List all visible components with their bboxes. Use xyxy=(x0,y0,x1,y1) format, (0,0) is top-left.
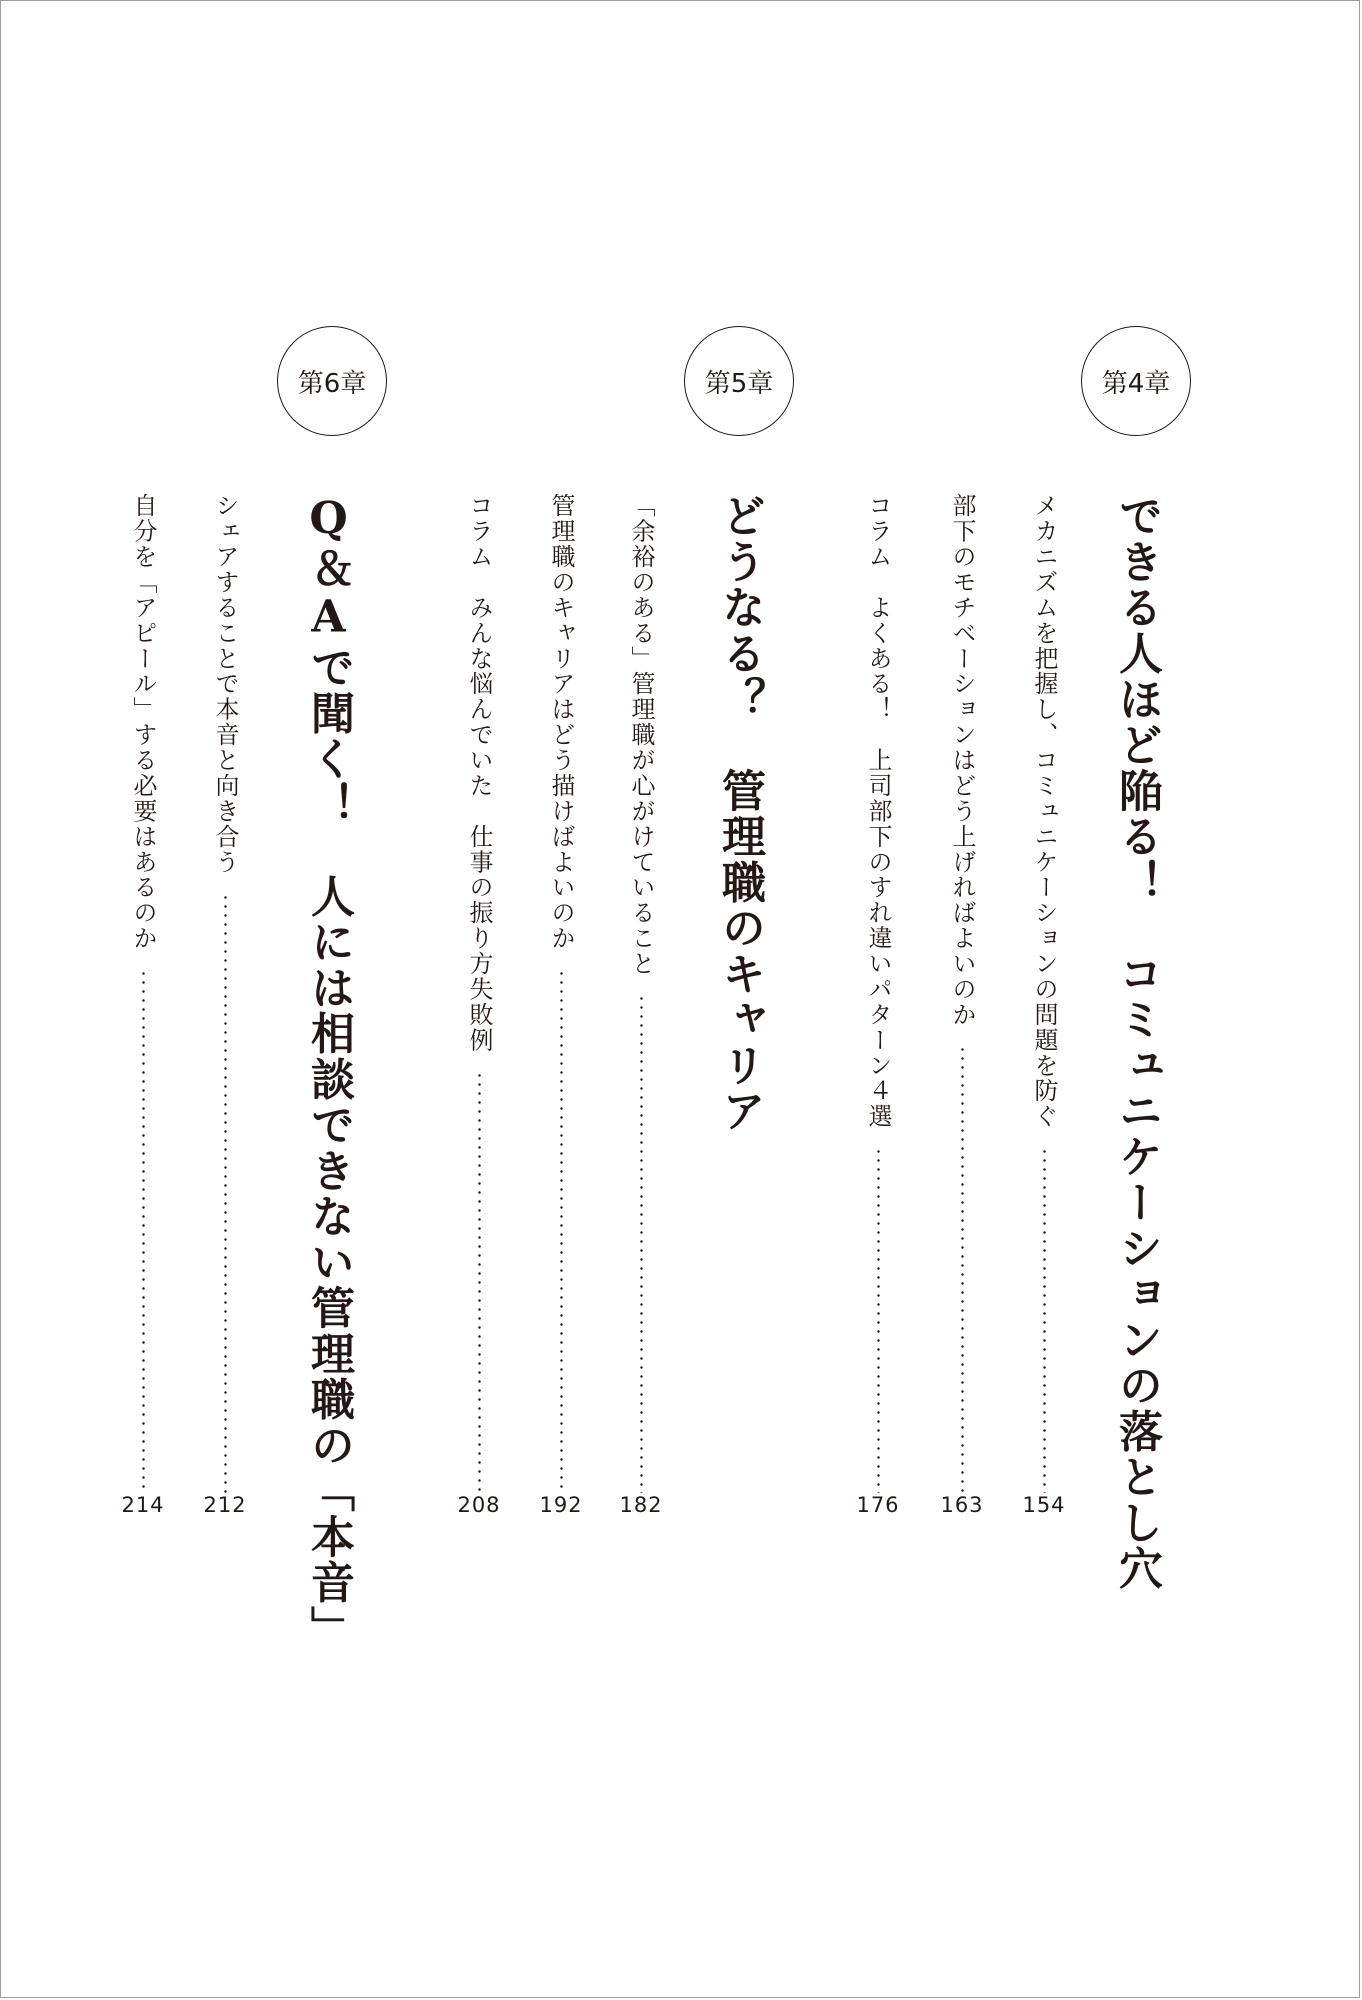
dot-leader xyxy=(1043,1147,1046,1493)
entry-title: 管理職のキャリアはどう描けばよいのか xyxy=(547,493,575,951)
toc-entry[interactable] xyxy=(128,493,158,1493)
entry-title: 「余裕のある」管理職が心がけていること xyxy=(627,493,655,977)
toc-entry[interactable] xyxy=(863,493,893,1493)
dot-leader xyxy=(478,1071,481,1493)
entry-title: シェアすることで本音と向き合う xyxy=(211,493,239,875)
dot-leader xyxy=(224,893,227,1493)
page-number: 208 xyxy=(457,1493,501,1517)
chapter-6-badge-label: 第6章 xyxy=(297,368,367,399)
dot-leader xyxy=(560,969,563,1493)
chapter-6-badge xyxy=(277,326,387,436)
page-number: 176 xyxy=(856,1493,900,1517)
toc-entry[interactable] xyxy=(1029,493,1059,1493)
dot-leader xyxy=(961,1045,964,1493)
page-number: 163 xyxy=(940,1493,984,1517)
chapter-5-badge-label: 第5章 xyxy=(704,368,774,399)
page-number: 154 xyxy=(1022,1493,1066,1517)
entry-title: 自分を「アピール」する必要はあるのか xyxy=(129,493,157,951)
page-number: 212 xyxy=(203,1493,247,1517)
chapter-4-badge xyxy=(1081,326,1191,436)
entry-title: コラム よくある！ 上司部下のすれ違いパターン４選 xyxy=(864,493,892,1129)
dot-leader xyxy=(142,969,145,1493)
toc-entry[interactable] xyxy=(546,493,576,1493)
toc-entry[interactable] xyxy=(210,493,240,1493)
page-number: 214 xyxy=(121,1493,165,1517)
dot-leader xyxy=(877,1147,880,1493)
entry-title: コラム みんな悩んでいた 仕事の振り方失敗例 xyxy=(465,493,493,1053)
dot-leader xyxy=(640,994,643,1493)
entry-title: メカニズムを把握し、コミュニケーションの問題を防ぐ xyxy=(1030,493,1058,1129)
chapter-6-title: Q＆Aで聞く！ 人には相談できない管理職の「本音」 xyxy=(303,493,354,1651)
chapter-4-badge-label: 第4章 xyxy=(1101,368,1171,399)
toc-entry[interactable] xyxy=(947,493,977,1493)
chapter-5-title: どうなる？ 管理職のキャリア xyxy=(714,493,765,1134)
chapter-5-badge xyxy=(684,326,794,436)
chapter-4-title: できる人ほど陥る！ コミュニケーションの落とし穴 xyxy=(1111,493,1162,1592)
entry-title: 部下のモチベーションはどう上げればよいのか xyxy=(948,493,976,1028)
page-number: 182 xyxy=(619,1493,663,1517)
page-number: 192 xyxy=(539,1493,583,1517)
toc-entry[interactable] xyxy=(626,493,656,1493)
toc-entry[interactable] xyxy=(464,493,494,1493)
